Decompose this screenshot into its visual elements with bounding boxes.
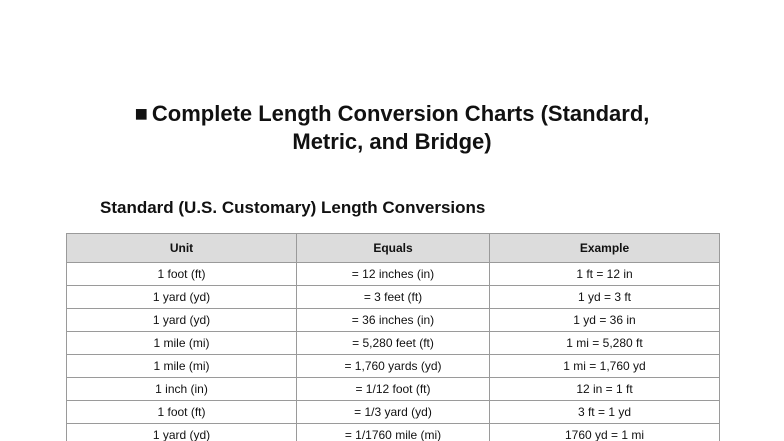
square-bullet-icon: ■ [134, 101, 148, 126]
section-heading: Standard (U.S. Customary) Length Conversions [100, 198, 486, 217]
equals-cell: = 5,280 feet (ft) [297, 332, 490, 355]
equals-cell: = 1/1760 mile (mi) [297, 424, 490, 441]
example-cell: 1 ft = 12 in [490, 263, 720, 286]
equals-cell: = 1/3 yard (yd) [297, 401, 490, 424]
unit-cell: 1 mile (mi) [67, 332, 297, 355]
table-row [67, 263, 720, 286]
unit-cell: 1 foot (ft) [67, 263, 297, 286]
table-row [67, 401, 720, 424]
document-title [100, 100, 684, 156]
document-title-line-1: Complete Length Conversion Charts (Standard, [151, 101, 650, 126]
equals-cell: = 12 inches (in) [297, 263, 490, 286]
example-cell: 1760 yd = 1 mi [490, 424, 720, 441]
table-row [67, 378, 720, 401]
example-cell: 1 mi = 5,280 ft [490, 332, 720, 355]
example-cell: 1 yd = 36 in [490, 309, 720, 332]
equals-cell: = 1,760 yards (yd) [297, 355, 490, 378]
column-header-example: Example [490, 234, 720, 263]
column-header-equals: Equals [297, 234, 490, 263]
unit-cell: 1 inch (in) [67, 378, 297, 401]
example-cell: 1 yd = 3 ft [490, 286, 720, 309]
table-row [67, 424, 720, 441]
table-row [67, 309, 720, 332]
unit-cell: 1 yard (yd) [67, 424, 297, 441]
unit-cell: 1 mile (mi) [67, 355, 297, 378]
table-row [67, 286, 720, 309]
unit-cell: 1 yard (yd) [67, 286, 297, 309]
equals-cell: = 3 feet (ft) [297, 286, 490, 309]
document-title-line-2: Metric, and Bridge) [292, 129, 492, 154]
equals-cell: = 1/12 foot (ft) [297, 378, 490, 401]
example-cell: 1 mi = 1,760 yd [490, 355, 720, 378]
example-cell: 3 ft = 1 yd [490, 401, 720, 424]
unit-cell: 1 foot (ft) [67, 401, 297, 424]
equals-cell: = 36 inches (in) [297, 309, 490, 332]
conversion-table [66, 233, 720, 441]
table-row [67, 332, 720, 355]
unit-cell: 1 yard (yd) [67, 309, 297, 332]
column-header-unit: Unit [67, 234, 297, 263]
example-cell: 12 in = 1 ft [490, 378, 720, 401]
table-row [67, 355, 720, 378]
table-header-row [67, 234, 720, 263]
